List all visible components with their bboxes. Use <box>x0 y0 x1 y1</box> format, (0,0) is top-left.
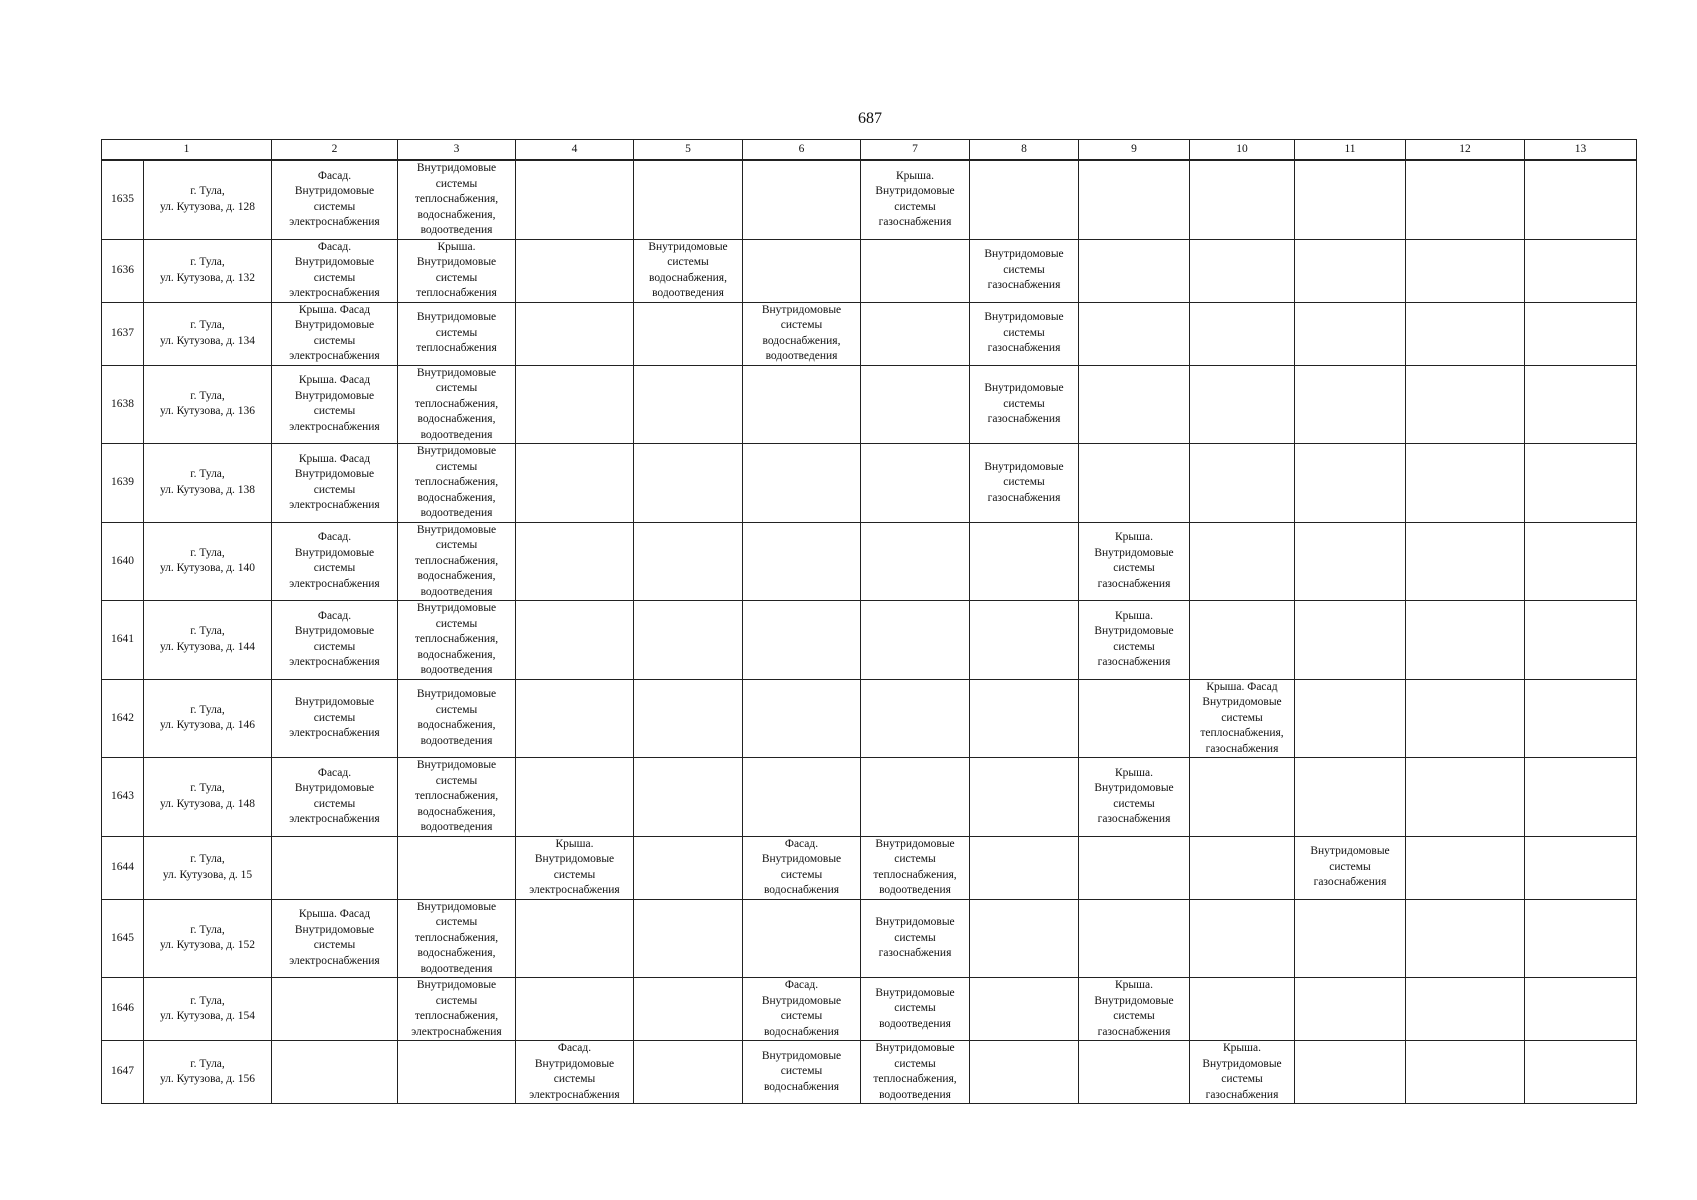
column-header-13: 13 <box>1525 140 1637 161</box>
work-cell-col-13 <box>1525 978 1637 1041</box>
table-row <box>102 522 1637 601</box>
row-number: 1637 <box>102 302 144 365</box>
work-cell-col-5 <box>634 758 743 837</box>
work-cell-col-13 <box>1525 601 1637 680</box>
work-cell-col-3: Внутридомовые системы теплоснабжения, водоснабжения, водоотведения <box>398 444 516 523</box>
work-cell-col-5 <box>634 601 743 680</box>
row-number: 1647 <box>102 1041 144 1104</box>
column-header-10: 10 <box>1190 140 1295 161</box>
work-cell-col-8 <box>970 899 1079 978</box>
schedule-table <box>101 139 1637 1104</box>
column-header-11: 11 <box>1295 140 1406 161</box>
work-cell-col-12 <box>1406 302 1525 365</box>
work-cell-col-2: Внутридомовые системы электроснабжения <box>272 679 398 758</box>
work-cell-col-4 <box>516 679 634 758</box>
work-cell-col-2 <box>272 1041 398 1104</box>
work-cell-col-12 <box>1406 160 1525 239</box>
work-cell-col-13 <box>1525 758 1637 837</box>
work-cell-col-3: Внутридомовые системы теплоснабжения, водоснабжения, водоотведения <box>398 758 516 837</box>
work-cell-col-4 <box>516 444 634 523</box>
work-cell-col-11 <box>1295 302 1406 365</box>
work-cell-col-2 <box>272 836 398 899</box>
work-cell-col-2: Крыша. Фасад Внутридомовые системы электроснабжения <box>272 365 398 444</box>
row-number: 1641 <box>102 601 144 680</box>
work-cell-col-10 <box>1190 444 1295 523</box>
work-cell-col-6: Фасад. Внутридомовые системы водоснабжения <box>743 978 861 1041</box>
row-number: 1645 <box>102 899 144 978</box>
address-cell: г. Тула, ул. Кутузова, д. 154 <box>144 978 272 1041</box>
column-header-2: 2 <box>272 140 398 161</box>
work-cell-col-5 <box>634 302 743 365</box>
work-cell-col-5 <box>634 836 743 899</box>
table-header <box>102 140 1637 161</box>
work-cell-col-4 <box>516 365 634 444</box>
work-cell-col-5 <box>634 444 743 523</box>
work-cell-col-4 <box>516 160 634 239</box>
work-cell-col-8 <box>970 679 1079 758</box>
work-cell-col-6 <box>743 679 861 758</box>
work-cell-col-4 <box>516 601 634 680</box>
work-cell-col-13 <box>1525 365 1637 444</box>
work-cell-col-7 <box>861 601 970 680</box>
work-cell-col-11 <box>1295 899 1406 978</box>
work-cell-col-6: Внутридомовые системы водоснабжения, водоотведения <box>743 302 861 365</box>
table-row <box>102 365 1637 444</box>
address-cell: г. Тула, ул. Кутузова, д. 138 <box>144 444 272 523</box>
address-cell: г. Тула, ул. Кутузова, д. 15 <box>144 836 272 899</box>
work-cell-col-12 <box>1406 758 1525 837</box>
work-cell-col-4 <box>516 239 634 302</box>
work-cell-col-8 <box>970 522 1079 601</box>
work-cell-col-3: Внутридомовые системы теплоснабжения, водоснабжения, водоотведения <box>398 899 516 978</box>
work-cell-col-13 <box>1525 836 1637 899</box>
work-cell-col-8 <box>970 1041 1079 1104</box>
work-cell-col-5: Внутридомовые системы водоснабжения, водоотведения <box>634 239 743 302</box>
work-cell-col-7 <box>861 239 970 302</box>
address-cell: г. Тула, ул. Кутузова, д. 136 <box>144 365 272 444</box>
work-cell-col-10 <box>1190 899 1295 978</box>
column-header-1: 1 <box>102 140 272 161</box>
work-cell-col-8: Внутридомовые системы газоснабжения <box>970 302 1079 365</box>
work-cell-col-4 <box>516 302 634 365</box>
work-cell-col-2: Фасад. Внутридомовые системы электроснабжения <box>272 522 398 601</box>
work-cell-col-7 <box>861 679 970 758</box>
work-cell-col-9: Крыша. Внутридомовые системы газоснабжения <box>1079 978 1190 1041</box>
work-cell-col-13 <box>1525 679 1637 758</box>
column-header-9: 9 <box>1079 140 1190 161</box>
work-cell-col-11 <box>1295 522 1406 601</box>
work-cell-col-6: Фасад. Внутридомовые системы водоснабжения <box>743 836 861 899</box>
address-cell: г. Тула, ул. Кутузова, д. 146 <box>144 679 272 758</box>
work-cell-col-10 <box>1190 758 1295 837</box>
work-cell-col-6: Внутридомовые системы водоснабжения <box>743 1041 861 1104</box>
work-cell-col-12 <box>1406 679 1525 758</box>
work-cell-col-9 <box>1079 160 1190 239</box>
work-cell-col-9: Крыша. Внутридомовые системы газоснабжения <box>1079 522 1190 601</box>
work-cell-col-6 <box>743 444 861 523</box>
address-cell: г. Тула, ул. Кутузова, д. 128 <box>144 160 272 239</box>
work-cell-col-5 <box>634 1041 743 1104</box>
work-cell-col-3: Внутридомовые системы теплоснабжения, электроснабжения <box>398 978 516 1041</box>
work-cell-col-7: Внутридомовые системы водоотведения <box>861 978 970 1041</box>
work-cell-col-8 <box>970 836 1079 899</box>
work-cell-col-2: Крыша. Фасад Внутридомовые системы электроснабжения <box>272 444 398 523</box>
work-cell-col-7 <box>861 302 970 365</box>
work-cell-col-3 <box>398 1041 516 1104</box>
address-cell: г. Тула, ул. Кутузова, д. 134 <box>144 302 272 365</box>
work-cell-col-8 <box>970 160 1079 239</box>
address-cell: г. Тула, ул. Кутузова, д. 152 <box>144 899 272 978</box>
work-cell-col-7 <box>861 522 970 601</box>
work-cell-col-9: Крыша. Внутридомовые системы газоснабжения <box>1079 758 1190 837</box>
work-cell-col-9 <box>1079 899 1190 978</box>
work-cell-col-4 <box>516 522 634 601</box>
work-cell-col-2: Крыша. Фасад Внутридомовые системы электроснабжения <box>272 302 398 365</box>
work-cell-col-8 <box>970 978 1079 1041</box>
work-cell-col-13 <box>1525 239 1637 302</box>
work-cell-col-7 <box>861 444 970 523</box>
work-cell-col-7: Крыша. Внутридомовые системы газоснабжения <box>861 160 970 239</box>
work-cell-col-12 <box>1406 1041 1525 1104</box>
column-header-4: 4 <box>516 140 634 161</box>
work-cell-col-2: Фасад. Внутридомовые системы электроснабжения <box>272 160 398 239</box>
work-cell-col-4: Крыша. Внутридомовые системы электроснабжения <box>516 836 634 899</box>
work-cell-col-11 <box>1295 1041 1406 1104</box>
work-cell-col-3: Внутридомовые системы теплоснабжения, водоснабжения, водоотведения <box>398 160 516 239</box>
work-cell-col-13 <box>1525 160 1637 239</box>
work-cell-col-12 <box>1406 239 1525 302</box>
column-header-12: 12 <box>1406 140 1525 161</box>
work-cell-col-3: Внутридомовые системы теплоснабжения, водоснабжения, водоотведения <box>398 522 516 601</box>
work-cell-col-9: Крыша. Внутридомовые системы газоснабжения <box>1079 601 1190 680</box>
column-header-3: 3 <box>398 140 516 161</box>
work-cell-col-10 <box>1190 160 1295 239</box>
work-cell-col-13 <box>1525 899 1637 978</box>
work-cell-col-12 <box>1406 522 1525 601</box>
work-cell-col-4 <box>516 758 634 837</box>
table-row <box>102 899 1637 978</box>
work-cell-col-5 <box>634 899 743 978</box>
work-cell-col-6 <box>743 899 861 978</box>
work-cell-col-9 <box>1079 302 1190 365</box>
address-cell: г. Тула, ул. Кутузова, д. 132 <box>144 239 272 302</box>
table-row <box>102 1041 1637 1104</box>
work-cell-col-12 <box>1406 899 1525 978</box>
work-cell-col-6 <box>743 365 861 444</box>
address-cell: г. Тула, ул. Кутузова, д. 144 <box>144 601 272 680</box>
work-cell-col-5 <box>634 365 743 444</box>
work-cell-col-11: Внутридомовые системы газоснабжения <box>1295 836 1406 899</box>
work-cell-col-4 <box>516 978 634 1041</box>
work-cell-col-9 <box>1079 1041 1190 1104</box>
work-cell-col-11 <box>1295 365 1406 444</box>
header-row <box>102 140 1637 161</box>
row-number: 1635 <box>102 160 144 239</box>
work-cell-col-6 <box>743 522 861 601</box>
work-cell-col-9 <box>1079 836 1190 899</box>
work-cell-col-5 <box>634 978 743 1041</box>
work-cell-col-10 <box>1190 365 1295 444</box>
column-header-7: 7 <box>861 140 970 161</box>
work-cell-col-13 <box>1525 1041 1637 1104</box>
work-cell-col-3: Крыша. Внутридомовые системы теплоснабжения <box>398 239 516 302</box>
work-cell-col-11 <box>1295 239 1406 302</box>
work-cell-col-2: Фасад. Внутридомовые системы электроснабжения <box>272 601 398 680</box>
work-cell-col-10 <box>1190 522 1295 601</box>
work-cell-col-11 <box>1295 679 1406 758</box>
work-cell-col-5 <box>634 522 743 601</box>
work-cell-col-13 <box>1525 302 1637 365</box>
work-cell-col-7 <box>861 365 970 444</box>
work-cell-col-2: Фасад. Внутридомовые системы электроснабжения <box>272 239 398 302</box>
work-cell-col-6 <box>743 601 861 680</box>
work-cell-col-8: Внутридомовые системы газоснабжения <box>970 239 1079 302</box>
work-cell-col-11 <box>1295 758 1406 837</box>
work-cell-col-9 <box>1079 365 1190 444</box>
work-cell-col-10: Крыша. Внутридомовые системы газоснабжения <box>1190 1041 1295 1104</box>
work-cell-col-7: Внутридомовые системы теплоснабжения, водоотведения <box>861 1041 970 1104</box>
column-header-8: 8 <box>970 140 1079 161</box>
row-number: 1643 <box>102 758 144 837</box>
table-row <box>102 836 1637 899</box>
address-cell: г. Тула, ул. Кутузова, д. 140 <box>144 522 272 601</box>
table-row <box>102 679 1637 758</box>
work-cell-col-10 <box>1190 836 1295 899</box>
work-cell-col-3: Внутридомовые системы теплоснабжения, водоснабжения, водоотведения <box>398 365 516 444</box>
work-cell-col-3: Внутридомовые системы теплоснабжения, водоснабжения, водоотведения <box>398 601 516 680</box>
work-cell-col-11 <box>1295 160 1406 239</box>
work-cell-col-5 <box>634 160 743 239</box>
work-cell-col-11 <box>1295 601 1406 680</box>
work-cell-col-8: Внутридомовые системы газоснабжения <box>970 444 1079 523</box>
work-cell-col-8: Внутридомовые системы газоснабжения <box>970 365 1079 444</box>
work-cell-col-3: Внутридомовые системы водоснабжения, водоотведения <box>398 679 516 758</box>
table-row <box>102 444 1637 523</box>
work-cell-col-3 <box>398 836 516 899</box>
row-number: 1638 <box>102 365 144 444</box>
address-cell: г. Тула, ул. Кутузова, д. 156 <box>144 1041 272 1104</box>
table-row <box>102 978 1637 1041</box>
work-cell-col-4: Фасад. Внутридомовые системы электроснабжения <box>516 1041 634 1104</box>
work-cell-col-7: Внутридомовые системы газоснабжения <box>861 899 970 978</box>
table-row <box>102 758 1637 837</box>
address-cell: г. Тула, ул. Кутузова, д. 148 <box>144 758 272 837</box>
work-cell-col-9 <box>1079 679 1190 758</box>
work-cell-col-7: Внутридомовые системы теплоснабжения, водоотведения <box>861 836 970 899</box>
work-cell-col-10 <box>1190 302 1295 365</box>
work-cell-col-3: Внутридомовые системы теплоснабжения <box>398 302 516 365</box>
row-number: 1639 <box>102 444 144 523</box>
work-cell-col-12 <box>1406 978 1525 1041</box>
work-cell-col-13 <box>1525 444 1637 523</box>
work-cell-col-11 <box>1295 978 1406 1041</box>
work-cell-col-10 <box>1190 601 1295 680</box>
work-cell-col-5 <box>634 679 743 758</box>
column-header-5: 5 <box>634 140 743 161</box>
work-cell-col-4 <box>516 899 634 978</box>
table-row <box>102 239 1637 302</box>
work-cell-col-6 <box>743 239 861 302</box>
row-number: 1644 <box>102 836 144 899</box>
work-cell-col-7 <box>861 758 970 837</box>
work-cell-col-8 <box>970 601 1079 680</box>
page-number: 687 <box>858 110 882 127</box>
work-cell-col-10 <box>1190 978 1295 1041</box>
work-cell-col-2: Фасад. Внутридомовые системы электроснабжения <box>272 758 398 837</box>
table-body <box>102 160 1637 1104</box>
table-row <box>102 160 1637 239</box>
work-cell-col-11 <box>1295 444 1406 523</box>
work-cell-col-9 <box>1079 444 1190 523</box>
work-cell-col-10 <box>1190 239 1295 302</box>
work-cell-col-8 <box>970 758 1079 837</box>
work-cell-col-12 <box>1406 601 1525 680</box>
work-cell-col-10: Крыша. Фасад Внутридомовые системы теплоснабжения, газоснабжения <box>1190 679 1295 758</box>
work-cell-col-12 <box>1406 365 1525 444</box>
work-cell-col-9 <box>1079 239 1190 302</box>
work-cell-col-2: Крыша. Фасад Внутридомовые системы электроснабжения <box>272 899 398 978</box>
row-number: 1642 <box>102 679 144 758</box>
work-cell-col-12 <box>1406 836 1525 899</box>
row-number: 1646 <box>102 978 144 1041</box>
work-cell-col-13 <box>1525 522 1637 601</box>
column-header-6: 6 <box>743 140 861 161</box>
table-row <box>102 302 1637 365</box>
row-number: 1636 <box>102 239 144 302</box>
work-cell-col-6 <box>743 758 861 837</box>
table-row <box>102 601 1637 680</box>
work-cell-col-2 <box>272 978 398 1041</box>
work-cell-col-12 <box>1406 444 1525 523</box>
row-number: 1640 <box>102 522 144 601</box>
work-cell-col-6 <box>743 160 861 239</box>
